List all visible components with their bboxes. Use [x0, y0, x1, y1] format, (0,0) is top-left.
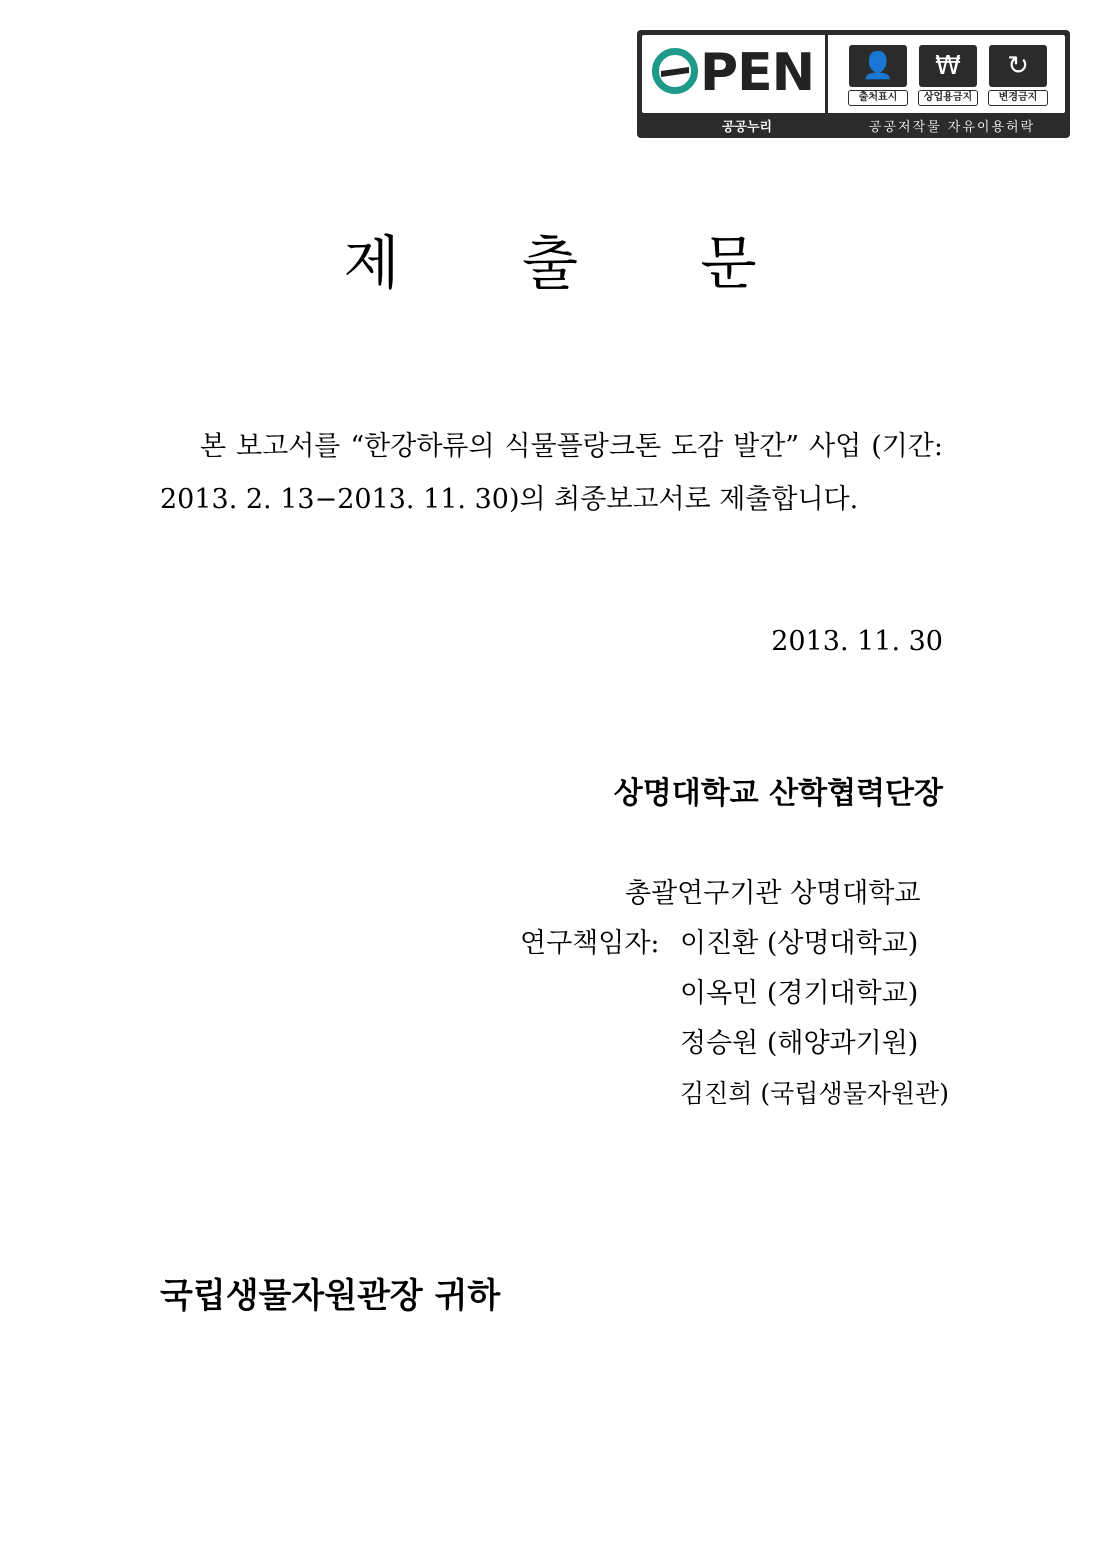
badge-divider [825, 35, 828, 113]
badge-footer-left: 공공누리 [721, 120, 773, 135]
document-title: 제 출 문 [343, 229, 809, 297]
open-logo-text: PEN [700, 43, 815, 103]
license-label-no-derivatives: 변경금지 [988, 90, 1048, 106]
submission-date: 2013. 11. 30 [771, 626, 943, 657]
researchers-label: 연구책임자: [520, 928, 660, 959]
no-commercial-icon: ₩ [919, 45, 977, 87]
open-logo [652, 43, 814, 103]
lead-institution: 총괄연구기관 상명대학교 [625, 878, 921, 909]
license-attribution [848, 45, 908, 107]
researcher-item: 이진환 (상명대학교) [680, 928, 919, 959]
badge-top-panel [642, 35, 1065, 113]
open-o-icon [652, 48, 698, 94]
license-no-commercial [918, 45, 978, 107]
submission-paragraph [160, 420, 943, 526]
paragraph-text: 본 보고서를 “한강하류의 식물플랑크톤 도감 발간” 사업 (기간: 2013. 2. 13−2013. 11. 30)의 최종보고서로 제출합니다. [160, 431, 943, 515]
license-label-no-commercial: 상업용금지 [918, 90, 978, 106]
license-label-attribution: 출처표시 [848, 90, 908, 106]
recipient: 국립생물자원관장 귀하 [160, 1276, 501, 1316]
license-no-derivatives [988, 45, 1048, 107]
researcher-item: 이옥민 (경기대학교) [680, 978, 919, 1009]
no-derivatives-icon: ↻ [989, 45, 1047, 87]
researcher-item: 정승원 (해양과기원) [680, 1028, 919, 1059]
badge-footer-right: 공공저작물 자유이용허락 [868, 120, 1036, 135]
person-icon: 👤 [849, 45, 907, 87]
open-license-badge [637, 30, 1070, 138]
researcher-item: 김진희 (국립생물자원관) [680, 1079, 949, 1108]
organization-head: 상명대학교 산학협력단장 [613, 776, 943, 811]
